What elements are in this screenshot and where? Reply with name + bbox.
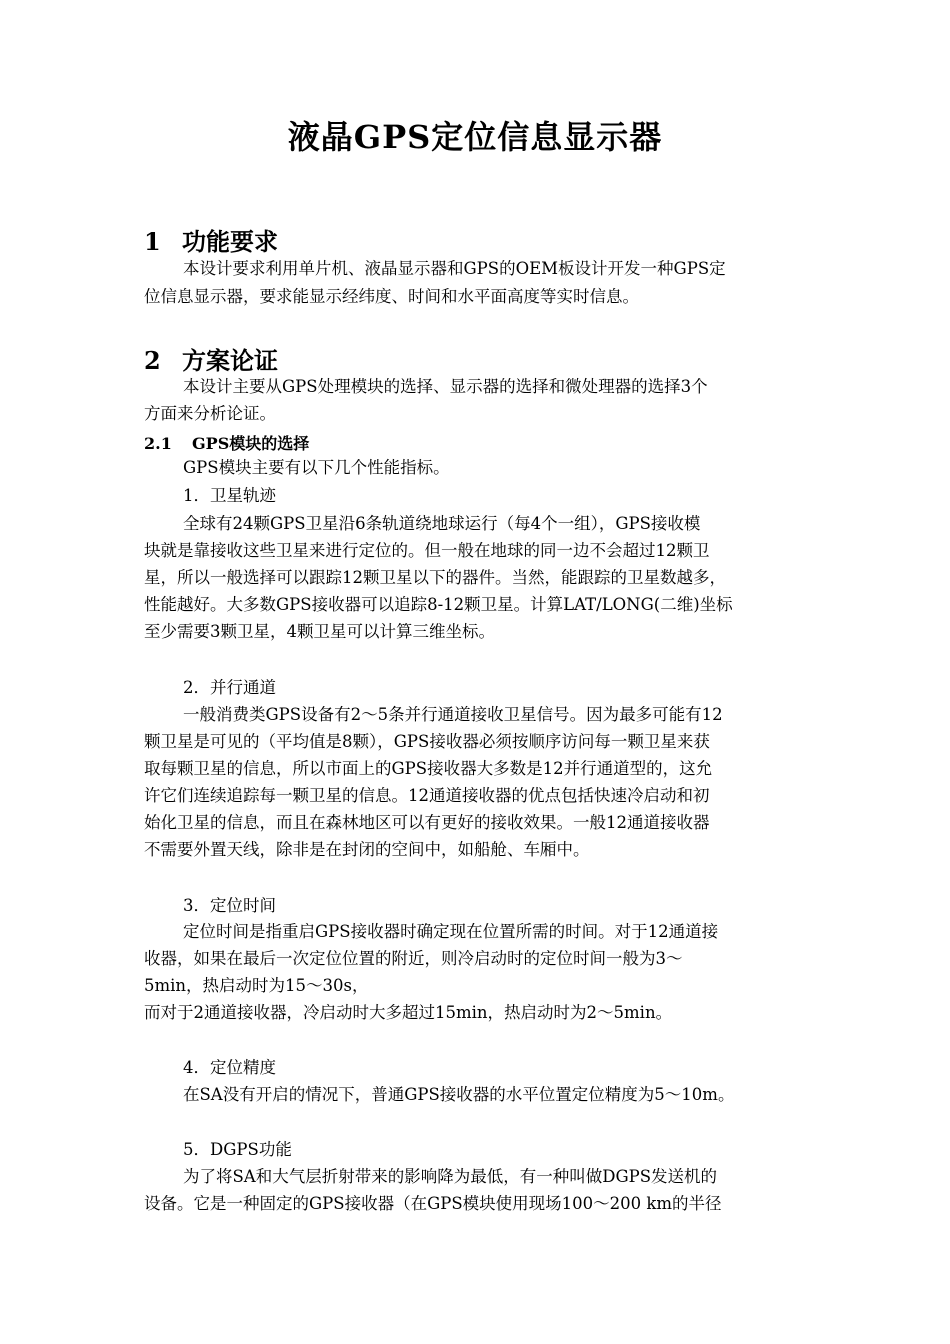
paragraph-line: 一般消费类GPS设备有2～5条并行通道接收卫星信号。因为最多可能有12 (183, 705, 723, 724)
section-1-heading (144, 222, 278, 257)
subsection-number: 2.1 (144, 434, 172, 453)
item-heading: 1．卫星轨迹 (183, 486, 276, 505)
paragraph-line: 而对于2通道接收器，冷启动时大多超过15min，热启动时为2～5min。 (144, 1003, 673, 1022)
paragraph-line: 颗卫星是可见的（平均值是8颗），GPS接收器必须按顺序访问每一颗卫星来获 (144, 732, 710, 751)
subsection-title: GPS模块的选择 (192, 434, 310, 453)
item-heading: 4．定位精度 (183, 1058, 276, 1077)
paragraph-line: 星，所以一般选择可以跟踪12颗卫星以下的器件。当然，能跟踪的卫星数越多， (144, 568, 726, 587)
paragraph-line: 取每颗卫星的信息，所以市面上的GPS接收器大多数是12并行通道型的，这允 (144, 759, 713, 778)
paragraph-line: 至少需要3颗卫星，4颗卫星可以计算三维坐标。 (144, 622, 495, 641)
paragraph-line: 在SA没有开启的情况下，普通GPS接收器的水平位置定位精度为5～10m。 (183, 1085, 735, 1104)
paragraph-line: 设备。它是一种固定的GPS接收器（在GPS模块使用现场100～200 km的半径 (144, 1194, 722, 1213)
paragraph-line: 性能越好。大多数GPS接收器可以追踪8-12颗卫星。计算LAT/LONG(二维)坐标 (144, 595, 733, 614)
paragraph-line: 全球有24颗GPS卫星沿6条轨道绕地球运行（每4个一组），GPS接收模 (183, 514, 701, 533)
paragraph-line: 方面来分析论证。 (144, 404, 276, 423)
section-number: 1 (144, 227, 161, 256)
section-number: 2 (144, 346, 161, 375)
item-heading: 2．并行通道 (183, 678, 276, 697)
paragraph-line: 不需要外置天线，除非是在封闭的空间中，如船舱、车厢中。 (144, 840, 590, 859)
paragraph-line: 块就是靠接收这些卫星来进行定位的。但一般在地球的同一边不会超过12颗卫 (144, 541, 710, 560)
document-title: 液晶GPS定位信息显示器 (287, 118, 663, 156)
paragraph-line: 5min，热启动时为15～30s， (144, 976, 369, 995)
item-heading: 3．定位时间 (183, 896, 276, 915)
section-title: 方案论证 (182, 346, 278, 375)
paragraph-line: 本设计要求利用单片机、液晶显示器和GPS的OEM板设计开发一种GPS定 (183, 259, 726, 278)
subsection-2-1-heading (144, 431, 309, 454)
paragraph-line: 始化卫星的信息，而且在森林地区可以有更好的接收效果。一般12通道接收器 (144, 813, 710, 832)
section-2-heading (144, 341, 278, 376)
paragraph-line: 收器，如果在最后一次定位位置的附近，则冷启动时的定位时间一般为3～ (144, 949, 683, 968)
section-title: 功能要求 (182, 227, 278, 256)
item-heading: 5．DGPS功能 (183, 1140, 292, 1159)
paragraph-line: 许它们连续追踪每一颗卫星的信息。12通道接收器的优点包括快速冷启动和初 (144, 786, 710, 805)
paragraph-line: 位信息显示器，要求能显示经纬度、时间和水平面高度等实时信息。 (144, 287, 639, 306)
paragraph-line: 为了将SA和大气层折射带来的影响降为最低，有一种叫做DGPS发送机的 (183, 1167, 718, 1186)
paragraph-line: 定位时间是指重启GPS接收器时确定现在位置所需的时间。对于12通道接 (183, 922, 719, 941)
paragraph-line: 本设计主要从GPS处理模块的选择、显示器的选择和微处理器的选择3个 (183, 377, 708, 396)
paragraph-line: GPS模块主要有以下几个性能指标。 (183, 458, 450, 477)
